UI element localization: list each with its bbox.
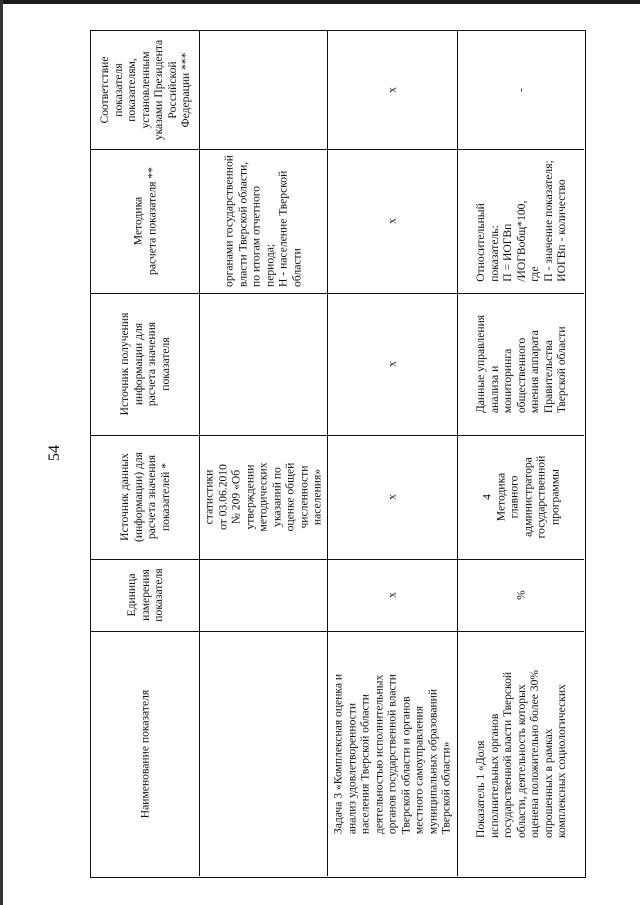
- text-line: власти Тверской области,: [236, 161, 249, 287]
- header-unit: [91, 559, 199, 631]
- text-line: ИОГВп - количество: [554, 179, 568, 282]
- text-line: Источник данных: [118, 453, 131, 541]
- text-line: измерения: [138, 569, 152, 621]
- header-compliance: [91, 31, 199, 149]
- row1-data-source: [199, 435, 327, 559]
- text-line: населения»: [310, 468, 324, 526]
- text-line: мнения аппарата: [527, 330, 541, 414]
- row3-info-source: [457, 293, 584, 435]
- text-line: Тверской области»: [439, 741, 453, 834]
- text-line: Единица: [124, 573, 138, 617]
- text-line: исполнительных органов: [486, 713, 500, 838]
- text-line: опрошенных в рамках: [540, 727, 554, 838]
- text-line: Федерации ***: [178, 52, 192, 128]
- header-method: [91, 149, 199, 293]
- row3-data-source: [457, 435, 584, 559]
- page-number: 54: [46, 445, 63, 461]
- text-line: Соответствие: [97, 56, 111, 124]
- text-line: показателя: [111, 63, 125, 117]
- scan-edge-top: [0, 0, 640, 4]
- row3-method: [457, 149, 584, 293]
- text-line: органами государственной: [222, 155, 236, 287]
- text-line: методических: [256, 462, 270, 532]
- text-line: указаний по: [269, 467, 283, 527]
- text-line: деятельностью исполнительных: [371, 674, 385, 834]
- text-line: Тверской области: [554, 326, 568, 414]
- text-line: Методика: [131, 196, 145, 246]
- header-data-source: [91, 435, 199, 559]
- text-line: Тверской области и органов: [398, 695, 412, 834]
- row3-compliance: -: [513, 88, 527, 92]
- text-line: численности: [296, 465, 310, 529]
- header-name: [91, 631, 199, 876]
- text-line: 4: [480, 494, 493, 500]
- text-line: Задача 3 «Комплексная оценка и: [331, 673, 345, 834]
- text-line: показателя: [151, 568, 165, 622]
- text-line: информации для: [131, 322, 145, 406]
- text-line: анализа и: [486, 365, 500, 414]
- text-line: органов государственной власти: [385, 673, 399, 834]
- text-line: показателя: [158, 337, 172, 391]
- text-line: показатель:: [486, 225, 500, 282]
- row2-data-source: x: [385, 494, 399, 500]
- text-line: расчета значения: [145, 454, 158, 540]
- text-line: расчета показателя **: [145, 167, 158, 275]
- text-line: Правительства: [540, 340, 554, 414]
- text-line: утверждении: [242, 464, 256, 530]
- text-line: муниципальных образований: [425, 688, 439, 834]
- text-line: государственной: [534, 455, 547, 539]
- text-line: мониторинга: [500, 348, 514, 414]
- text-line: Данные управления: [473, 314, 487, 414]
- text-line: указами Президента: [151, 39, 165, 141]
- text-line: администратора: [520, 457, 534, 537]
- text-line: области, деятельность которых: [513, 683, 527, 838]
- row2-method: x: [385, 218, 399, 224]
- row2-info-source: x: [385, 361, 399, 367]
- text-line: Относительный: [473, 203, 487, 282]
- text-line: (информации) для: [131, 452, 145, 542]
- text-line: анализ удовлетворенности: [344, 702, 358, 834]
- text-line: показателей *: [158, 462, 172, 532]
- text-line: статистики: [202, 469, 216, 525]
- text-line: общественного: [513, 337, 527, 414]
- text-line: расчета значения: [145, 321, 158, 407]
- text-line: от 03.06.2010: [215, 464, 229, 530]
- text-line: главного: [507, 475, 520, 519]
- text-line: показателям,: [124, 58, 138, 122]
- text-line: населения Тверской области: [358, 693, 372, 834]
- text-line: П - значение показателя;: [540, 160, 554, 282]
- text-line: /ИОГВобщ*100,: [513, 200, 527, 282]
- header-info-source: [91, 293, 199, 435]
- indicator-table: [90, 30, 586, 878]
- text-line: программы: [547, 469, 561, 525]
- text-line: области: [290, 248, 303, 287]
- text-line: комплексных социологических: [554, 683, 568, 838]
- text-line: местного самоуправления: [412, 705, 426, 834]
- scan-edge-left: [0, 0, 3, 905]
- text-line: Наименование показателя: [138, 689, 152, 818]
- row1-method: [199, 149, 327, 293]
- text-line: оценена положительно более 30%: [527, 669, 541, 838]
- text-line: оценке общей: [283, 462, 297, 532]
- row2-name: [327, 631, 457, 876]
- text-line: П = ИОГВп: [500, 223, 514, 282]
- row2-unit: x: [385, 592, 399, 598]
- row2-compliance: x: [385, 87, 399, 93]
- row3-unit: %: [513, 590, 527, 600]
- text-line: Н - население Тверской: [276, 170, 290, 287]
- row3-name: [457, 631, 584, 876]
- text-line: где: [527, 266, 541, 282]
- text-line: государственной власти Тверской: [500, 671, 514, 838]
- text-line: № 209 «Об: [229, 469, 243, 525]
- text-line: периода;: [263, 243, 276, 287]
- text-line: Российской: [165, 61, 179, 119]
- text-line: Источник получения: [118, 312, 131, 416]
- text-line: по итогам отчетного: [249, 185, 263, 287]
- text-line: Методика: [493, 472, 507, 522]
- text-line: установленным: [138, 51, 152, 129]
- text-line: Показатель 1 «Доля: [473, 739, 487, 838]
